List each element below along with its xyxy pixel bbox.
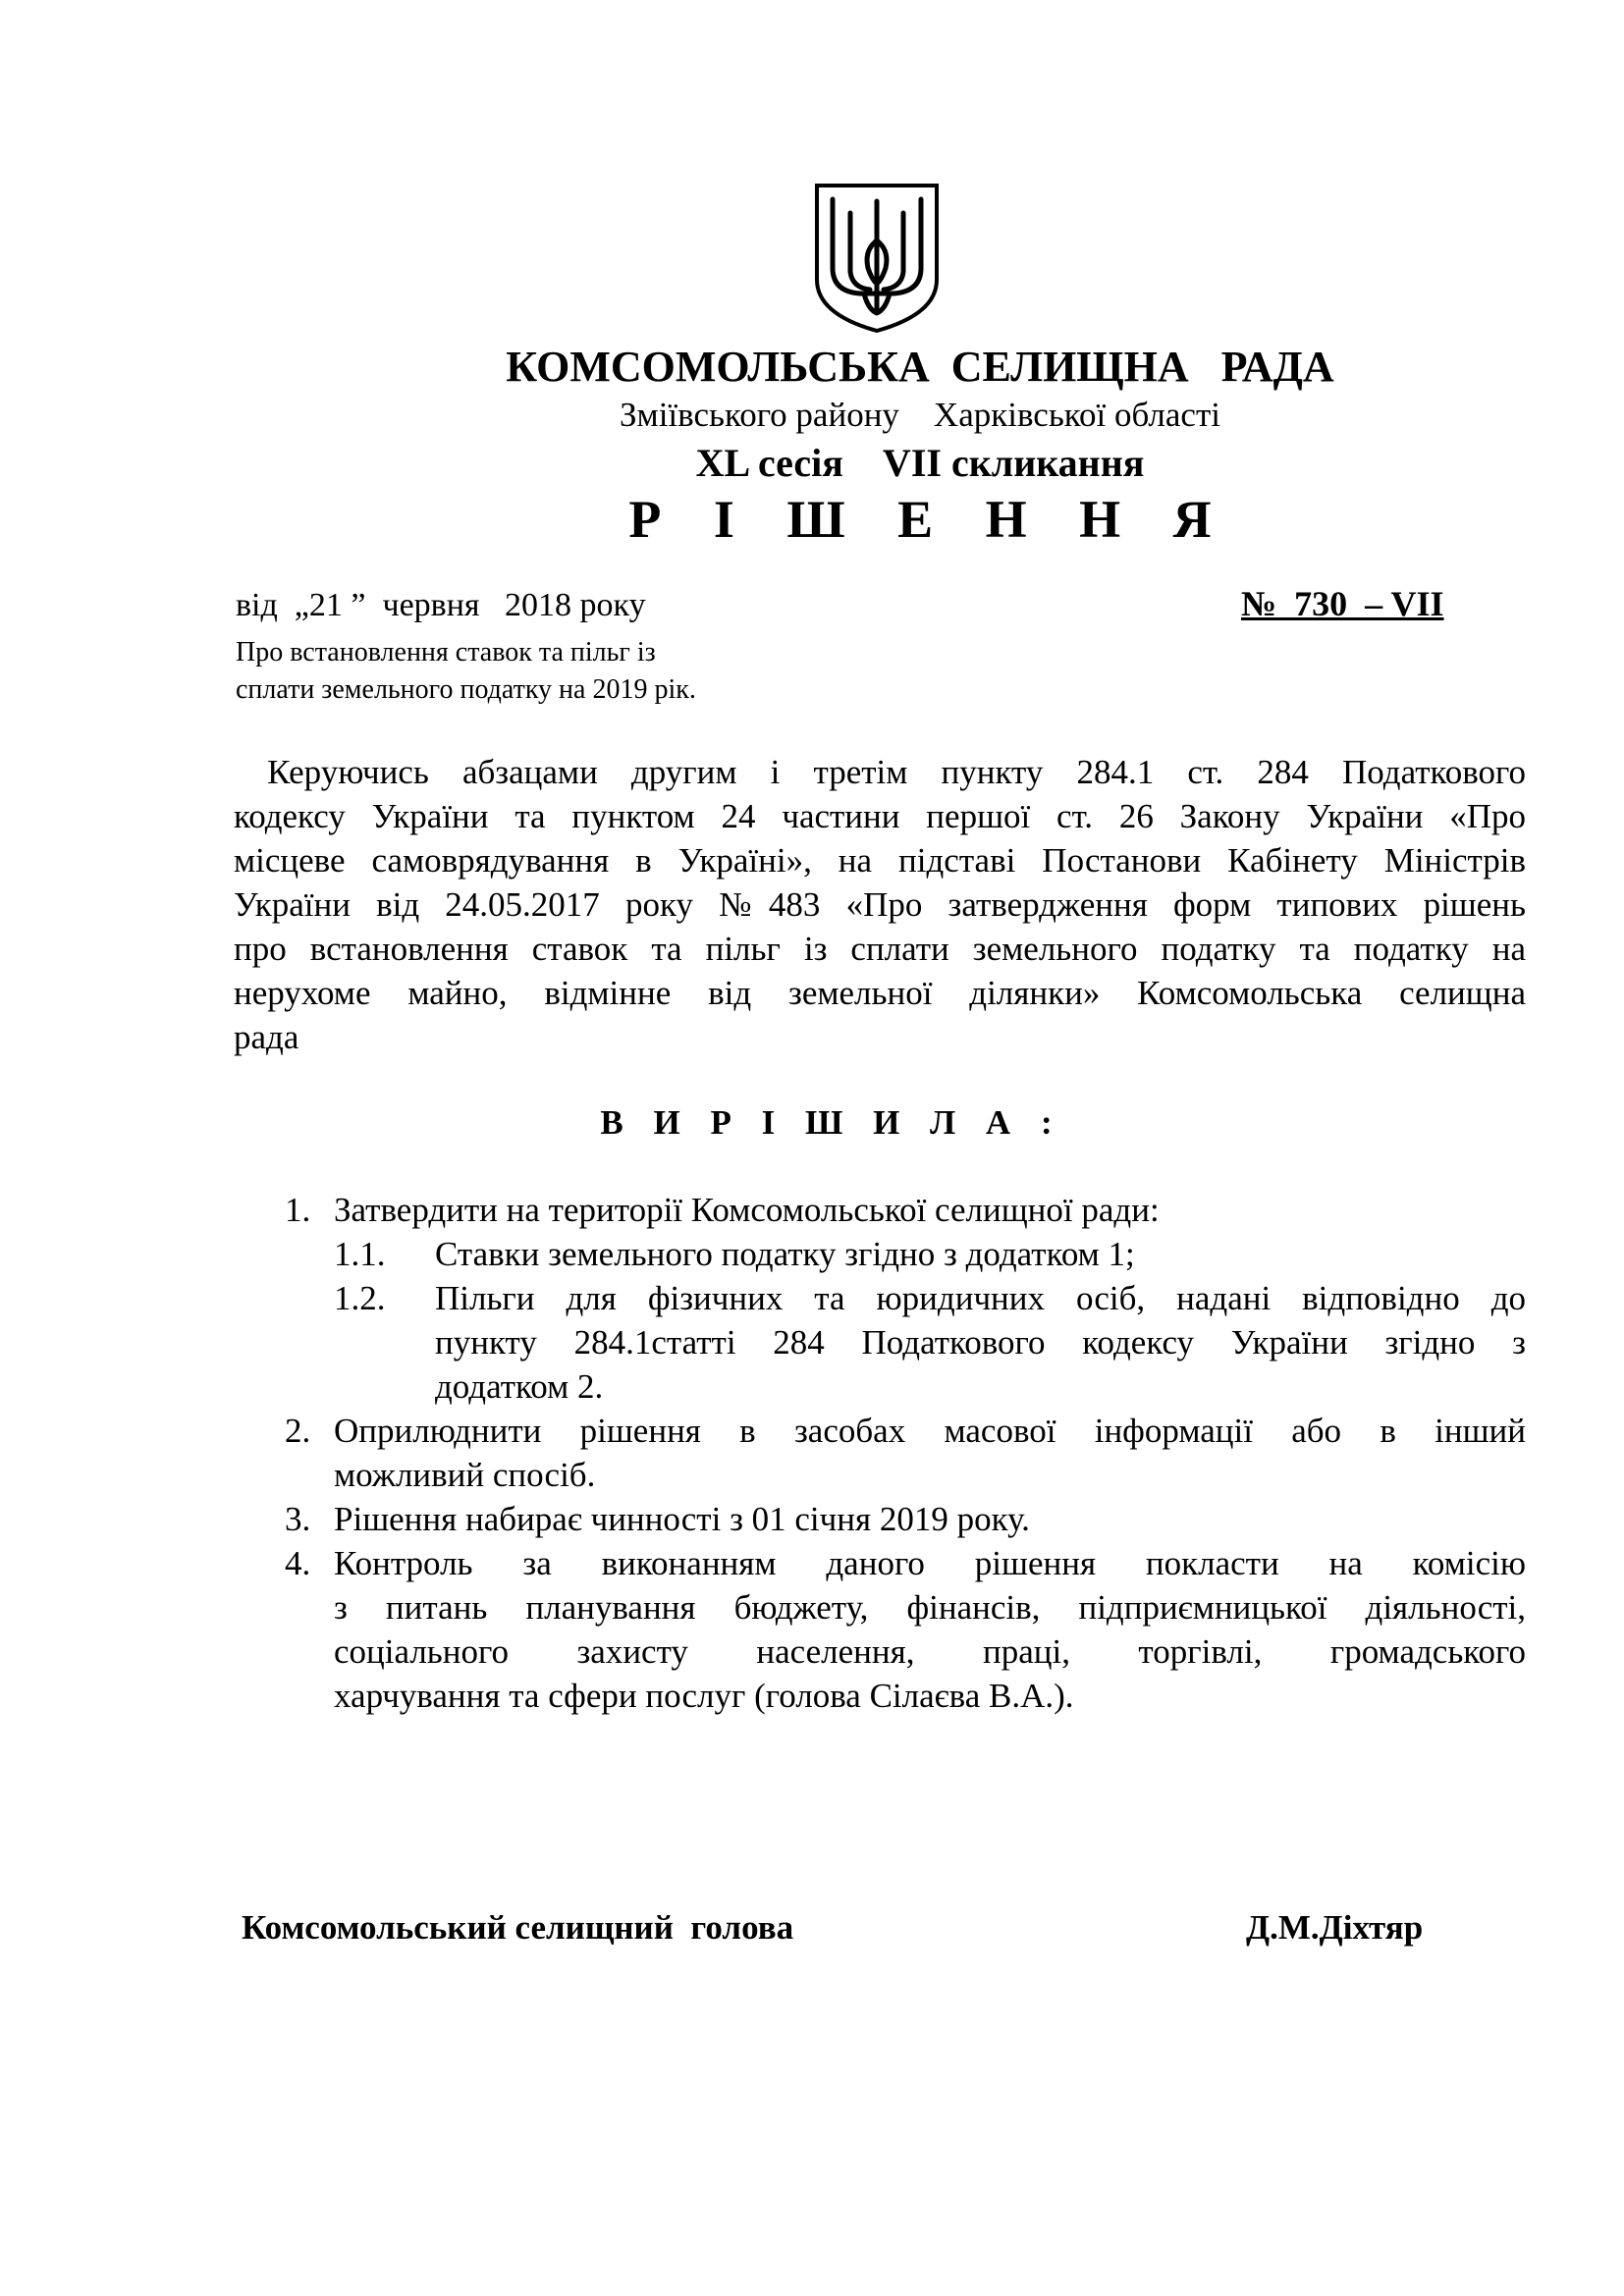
subitem-number: 1.2. [334,1279,386,1317]
coat-of-arms-of-ukraine-icon [813,182,941,334]
decision-subject [236,634,696,709]
preamble-line: України від 24.05.2017 року №483 «Про затвердження форм типових рішень [234,885,1526,924]
subitem-text: Ставки земельного податку згідно з додатком 1; [435,1235,1135,1273]
item-text: Затвердити на території Комсомольської селищної ради: [334,1191,1160,1229]
item-number: 2. [285,1412,311,1450]
preamble [234,750,1526,1059]
item-number: 4. [285,1544,311,1582]
preamble-line: рада [234,1018,299,1056]
decision-date: від „21 ” червня 2018 року [236,587,646,623]
district-line: Зміївського району Харківської області [620,396,1220,434]
preamble-line: про встановлення ставок та пільг із сплати земельного податку та податку на [234,930,1526,968]
subitem-text: Пільги для фізичних та юридичних осіб, надані відповідно до [435,1279,1526,1317]
item-text: Рішення набирає чинності з 01 січня 2019 року. [334,1500,1030,1538]
subject-line: сплати земельного податку на 2019 рік. [236,674,696,705]
preamble-line: місцеве самоврядування в Україні», на підставі Постанови Кабінету Міністрів [234,841,1526,880]
subject-line: Про встановлення ставок та пільг із [236,637,656,667]
item-text: соціального захисту населення, праці, торгівлі, громадського [334,1632,1526,1671]
subitem-number: 1.1. [334,1235,386,1273]
list-item [285,1541,1526,1718]
list-item [285,1497,1526,1541]
list-item [285,1409,1526,1497]
preamble-line: нерухоме майно, відмінне від земельної ділянки» Комсомольська селищна [234,974,1526,1012]
list-item [285,1188,1526,1232]
decision-title: Р І Ш Е Н Н Я [628,490,1231,549]
item-number: 3. [285,1500,311,1538]
preamble-line: кодексу України та пунктом 24 частини першої ст. 26 Закону України «Про [234,797,1526,835]
subitem-text: пункту 284.1статті 284 Податкового кодексу України згідно з [435,1323,1526,1362]
signatory-title: Комсомольський селищний голова [242,1908,794,1947]
decision-items [285,1188,1526,1718]
preamble-line: Керуючись абзацами другим і третім пункту 284.1 ст. 284 Податкового [234,753,1527,791]
signatory-name: Д.М.Діхтяр [1246,1908,1424,1947]
item-text: Контроль за виконанням даного рішення покласти на комісію [334,1544,1526,1582]
council-name: КОМСОМОЛЬСЬКА СЕЛИЩНА РАДА [506,343,1334,391]
list-subitem [285,1276,1526,1409]
item-text: харчування та сфери послуг (голова Сілаєва В.А.). [334,1677,1074,1715]
item-text: з питань планування бюджету, фінансів, підприємницької діяльності, [334,1588,1526,1627]
session-line: XL сесія VII скликання [695,441,1145,485]
list-subitem [285,1232,1526,1276]
decision-number: № 730 – VII [1241,584,1444,623]
item-text: можливий спосіб. [334,1456,596,1494]
subitem-text: додатком 2. [435,1367,604,1406]
resolved-heading: В И Р І Ш И Л А : [600,1103,1063,1142]
item-text: Оприлюднити рішення в засобах масової інформації або в інший [334,1412,1526,1450]
item-number: 1. [285,1191,311,1229]
